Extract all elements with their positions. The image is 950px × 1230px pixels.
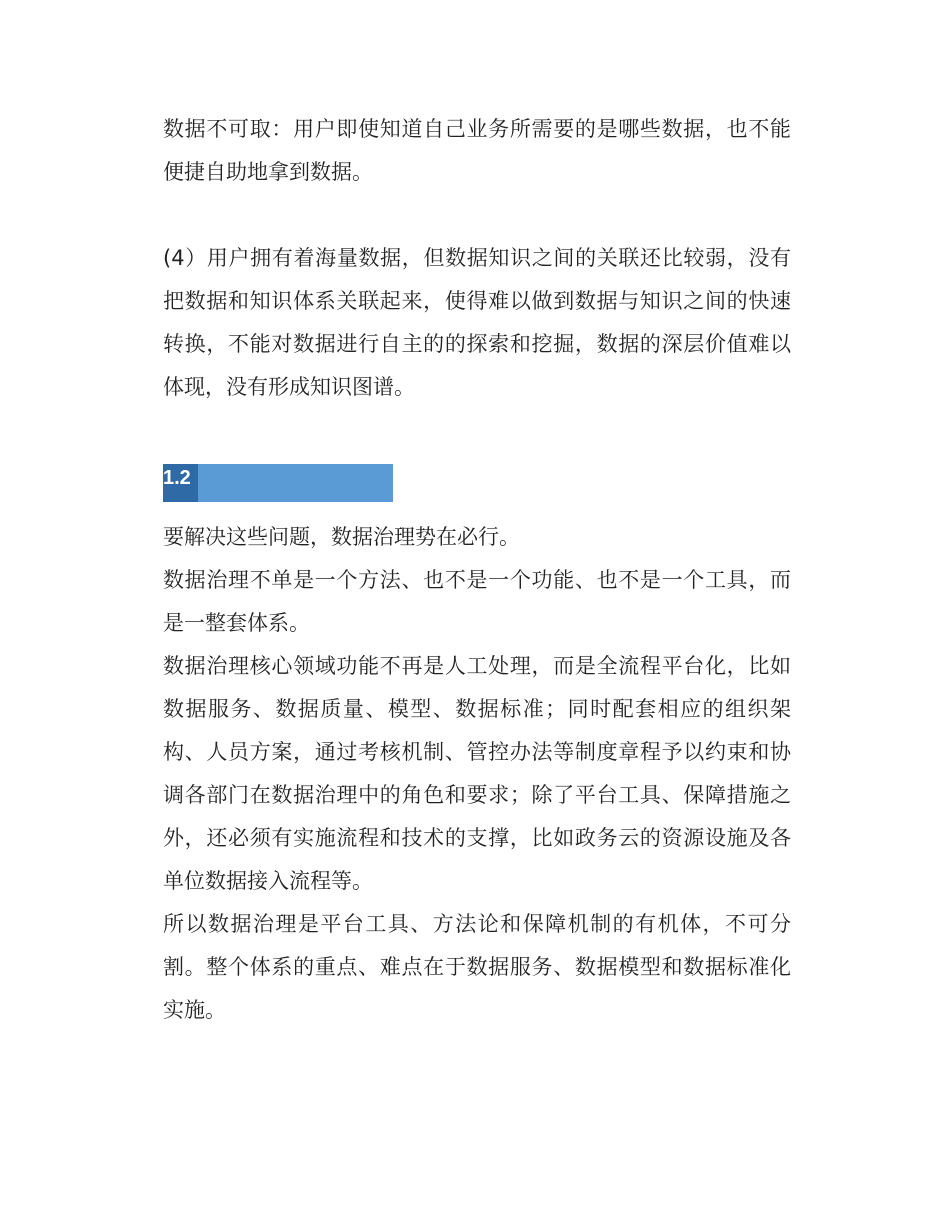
body-paragraph-4: 所以数据治理是平台工具、方法论和保障机制的有机体，不可分割。整个体系的重点、难点在于数据服务、数据模型和数据标准化实施。 bbox=[163, 912, 791, 1022]
point-4-paragraph: (4）用户拥有着海量数据，但数据知识之间的关联还比较弱，没有把数据和知识体系关联起来，使得难以做到数据与知识之间的快速转换，不能对数据进行自主的的探索和挖掘，数据的深层价值难以体现，没有形成知识图谱。 bbox=[163, 246, 791, 399]
body-paragraph-3: 数据治理核心领域功能不再是人工处理，而是全流程平台化，比如数据服务、数据质量、模型、数据标准；同时配套相应的组织架构、人员方案，通过考核机制、管控办法等制度章程予以约束和协调各部门在数据治理中的角色和要求；除了平台工具、保障措施之外，还必须有实施流程和技术的支撑，比如政务云的资源设施及各单位数据接入流程等。 bbox=[163, 654, 791, 893]
section-body bbox=[163, 516, 791, 1032]
section-number: 1.2 bbox=[163, 467, 191, 489]
body-paragraph-2: 数据治理不单是一个方法、也不是一个功能、也不是一个工具，而是一整套体系。 bbox=[163, 568, 791, 635]
section-heading-bar bbox=[163, 464, 393, 502]
body-paragraph-1: 要解决这些问题，数据治理势在必行。 bbox=[163, 525, 520, 549]
intro-paragraph: 数据不可取：用户即使知道自己业务所需要的是哪些数据，也不能便捷自助地拿到数据。 bbox=[163, 117, 791, 184]
document-page bbox=[163, 108, 791, 1032]
